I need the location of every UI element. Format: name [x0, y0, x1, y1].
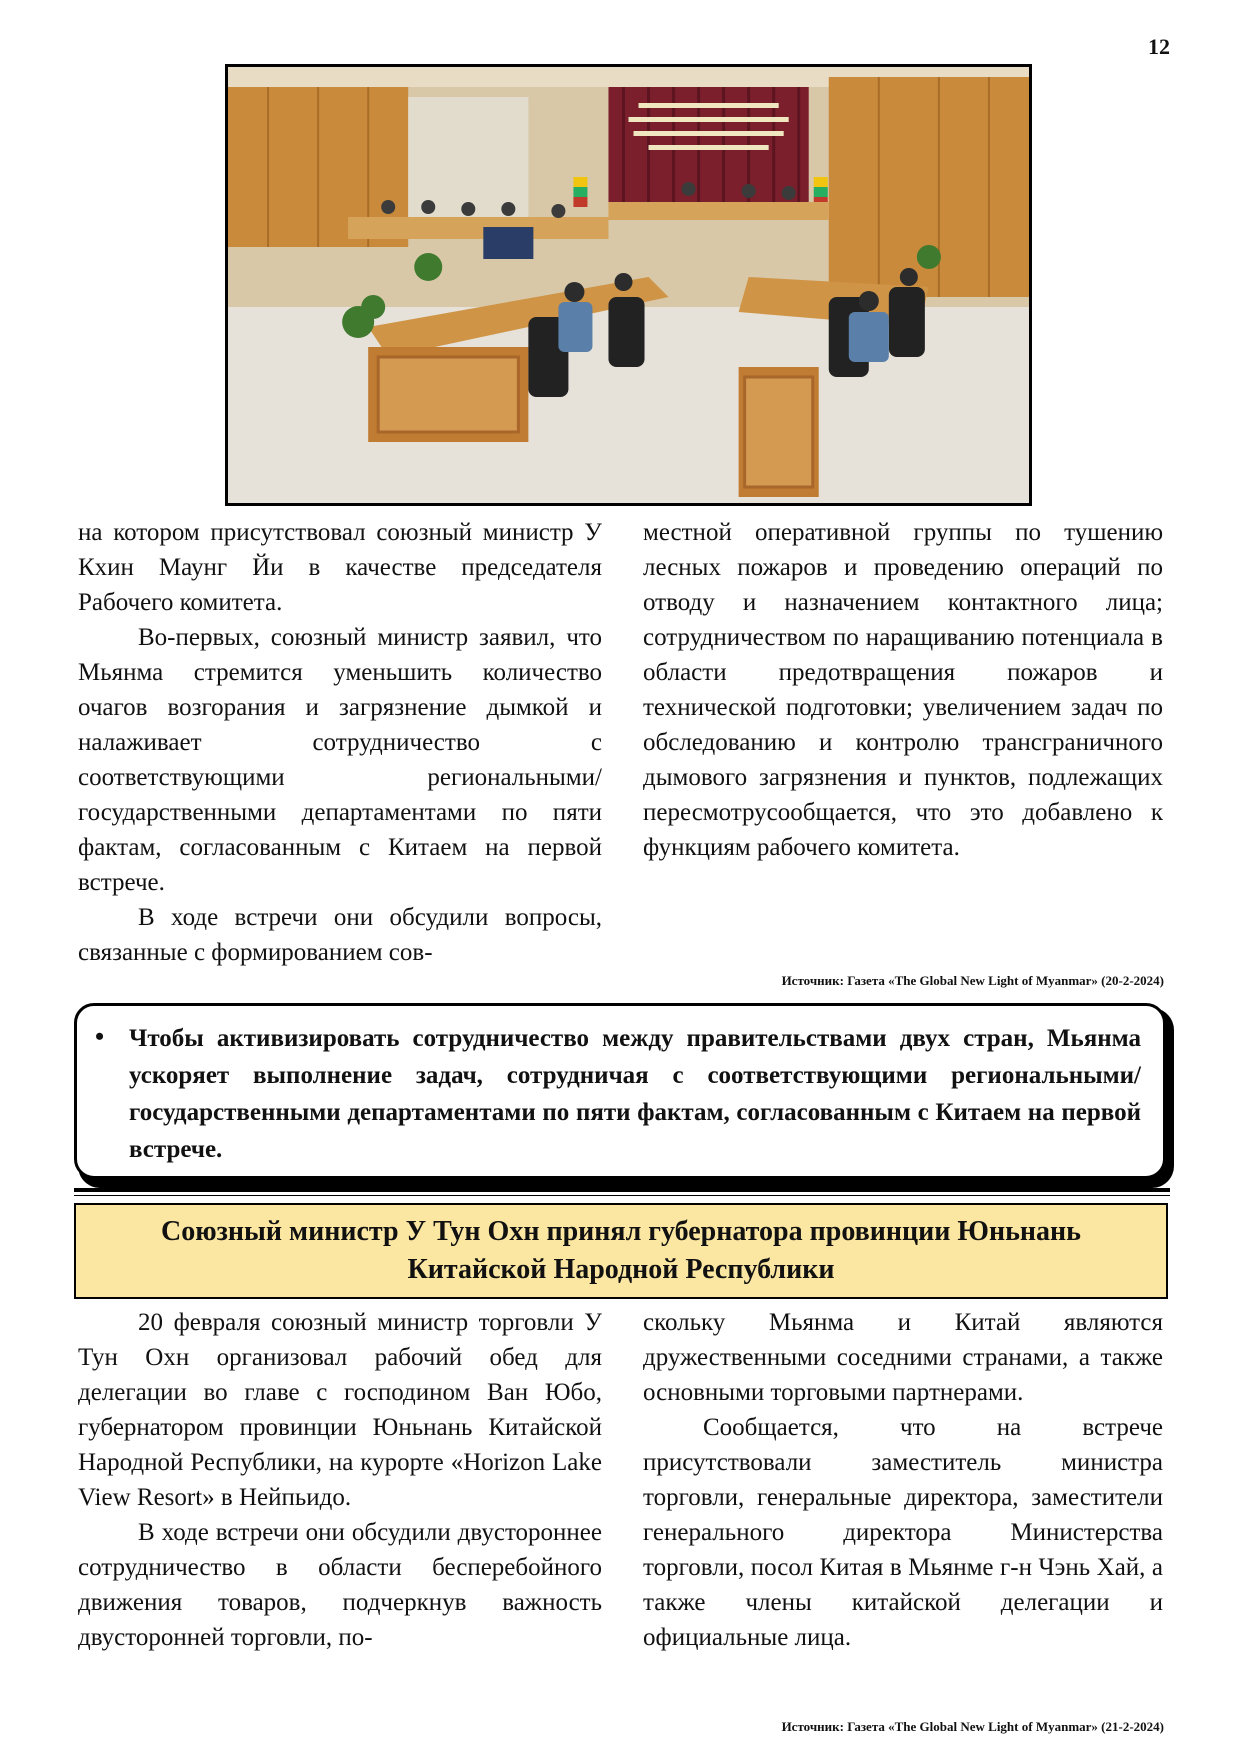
article2-source: Источник: Газета «The Global New Light of Myanmar» (21-2-2024) [781, 1719, 1164, 1734]
callout-text: Чтобы активизировать сотрудничество между правительствами двух стран, Мьянма ускоряет выполнение задач, сотрудничая с соответствующими региональными/государственными департаментами по пяти фактам, согласованным с Китаем на первой встрече. [129, 1025, 1141, 1163]
page-number: 12 [1148, 34, 1170, 59]
meeting-photo-illustration [228, 67, 1029, 503]
headline-line: Китайской Народной Республики [407, 1254, 835, 1285]
meeting-photo [225, 64, 1032, 506]
divider [74, 1195, 1170, 1196]
divider [74, 1188, 1170, 1192]
article1-source: Источник: Газета «The Global New Light of Myanmar» (20-2-2024) [781, 973, 1164, 988]
article2-headline-box [74, 1203, 1168, 1299]
headline-line: Союзный министр У Тун Охн принял губернатора провинции Юньнань [161, 1216, 1081, 1247]
article1-paragraph: Во-первых, союзный министр заявил, что Мьянма стремится уменьшить количество очагов возгорания и загрязнение дымкой и налаживает сотрудничество с соответствующими региональными/государственными департаментами по пяти фактам, согласованным с Китаем на первой встрече. [78, 624, 602, 896]
article1-paragraph: на котором присутствовал союзный министр У Кхин Маунг Йи в качестве председателя Рабочего комитета. [78, 519, 602, 616]
article2-paragraph: В ходе встречи они обсудили двустороннее сотрудничество в области бесперебойного движения товаров, подчеркнув важность двусторонней торговли, по- [78, 1519, 602, 1651]
article2-paragraph: Сообщается, что на встрече присутствовали заместитель министра торговли, генеральные директора, заместители генерального директора Министерства торговли, посол Китая в Мьянме г-н Чэнь Хай, а также члены китайской делегации и официальные лица. [643, 1414, 1163, 1651]
article1-column-right [643, 515, 1163, 865]
article1-paragraph: В ходе встречи они обсудили вопросы, связанные с формированием сов- [78, 904, 602, 966]
article1-column-left [78, 515, 602, 970]
article2-headline [161, 1213, 1081, 1289]
article2-column-right [643, 1305, 1163, 1655]
article1-paragraph: местной оперативной группы по тушению лесных пожаров и проведению операций по отводу и назначением контактного лица; сотрудничеством по наращиванию потенциала в области предотвращения пожаров и технической подготовки; увеличением задач по обследованию и контролю трансграничного дымового загрязнения и пунктов, подлежащих пересмотрусообщается, что это добавлено к функциям рабочего комитета. [643, 519, 1163, 861]
article2-paragraph: 20 февраля союзный министр торговли У Тун Охн организовал рабочий обед для делегации во главе с господином Ван Юбо, губернатором провинции Юньнань Китайской Народной Республики, на курорте «Horizon Lake View Resort» в Нейпьидо. [78, 1309, 602, 1511]
article2-column-left [78, 1305, 602, 1655]
callout-box [74, 1003, 1166, 1179]
bullet-icon: • [95, 1022, 105, 1051]
article2-paragraph: скольку Мьянма и Китай являются дружественными соседними странами, а также основными торговыми партнерами. [643, 1309, 1163, 1406]
